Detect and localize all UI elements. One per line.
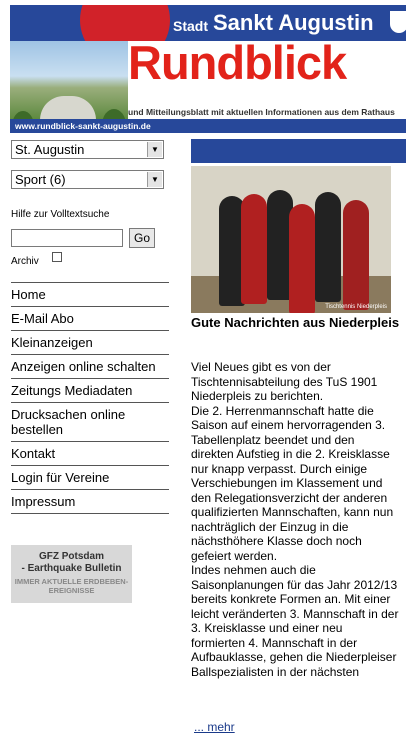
header-stadt: Stadt: [173, 18, 208, 34]
archive-checkbox[interactable]: [52, 252, 62, 262]
team-member: [343, 200, 369, 310]
nav-item-kontakt[interactable]: Kontakt: [11, 441, 169, 465]
gfz-earthquake-banner[interactable]: [11, 545, 132, 603]
article-body: Viel Neues gibt es von der Tischtennisabteilung des TuS 1901 Niederpleis zu berichten. Die 2. Herrenmannschaft hatte die Saison auf einem hervorragenden 3. Tabellenplatz beendet und den direkten Aufstieg in die 2. Kreisklasse nur knapp verpasst. Durch einige Verschiebungen im Klassement und den Relegationsverzicht der anderen qualifizierten Mannschaften, kann nun nachträglich der Einzug in die nächsthöhere Klasse doch noch gefeiert werden. Indes nehmen auch die Saisonplanungen für das Jahr 2012/13 bereits konkrete Formen an. Mit einer leicht veränderten 3. Mannschaft in der 3. Kreisklasse und einer neu formierten 4. Mannschaft in der Aufbauklasse, gehen die Niederpleiser Ballspezialisten in der nächsten: [191, 360, 399, 679]
team-member: [315, 192, 341, 302]
article-photo: [191, 166, 391, 313]
nav-item-email-abo[interactable]: E-Mail Abo: [11, 306, 169, 330]
team-member: [289, 204, 315, 313]
category-select-value: Sport (6): [15, 172, 66, 187]
chevron-down-icon[interactable]: ▼: [147, 172, 162, 187]
main-nav: [11, 282, 169, 514]
gfz-banner-line3: IMMER AKTUELLE ERDBEBEN-EREIGNISSE: [14, 577, 129, 595]
chevron-down-icon[interactable]: ▼: [147, 142, 162, 157]
fulltext-help-link[interactable]: Hilfe zur Volltextsuche: [11, 209, 110, 220]
nav-item-mediadaten[interactable]: Zeitungs Mediadaten: [11, 378, 169, 402]
gfz-banner-line1: GFZ Potsdam: [38, 551, 104, 562]
category-select[interactable]: [11, 170, 164, 189]
site-title: Rundblick: [128, 36, 347, 89]
nav-item-anzeigen-online[interactable]: Anzeigen online schalten: [11, 354, 169, 378]
nav-item-home[interactable]: Home: [11, 282, 169, 306]
location-select-value: St. Augustin: [15, 142, 85, 157]
photo-caption: Tischtennis Niederpleis: [325, 304, 387, 310]
search-input[interactable]: [11, 229, 123, 247]
content-header-bar: [191, 139, 406, 163]
article-title: Gute Nachrichten aus Niederpleis: [191, 315, 400, 330]
location-select[interactable]: [11, 140, 164, 159]
nav-item-impressum[interactable]: Impressum: [11, 489, 169, 514]
nav-item-kleinanzeigen[interactable]: Kleinanzeigen: [11, 330, 169, 354]
more-link[interactable]: ... mehr: [194, 720, 235, 734]
gfz-banner-line2: - Earthquake Bulletin: [21, 563, 122, 574]
team-member: [241, 194, 267, 304]
archive-label: Archiv: [11, 256, 39, 267]
nav-item-drucksachen[interactable]: Drucksachen online bestellen: [11, 402, 169, 441]
city-crest-icon: [390, 11, 406, 33]
go-button[interactable]: Go: [129, 228, 155, 248]
header-banner: [10, 5, 406, 133]
header-photo: [10, 41, 128, 119]
nav-item-login-vereine[interactable]: Login für Vereine: [11, 465, 169, 489]
header-url[interactable]: www.rundblick-sankt-augustin.de: [10, 119, 406, 133]
header-city: Sankt Augustin: [213, 10, 374, 35]
header-tagline: und Mitteilungsblatt mit aktuellen Informationen aus dem Rathaus: [128, 105, 406, 119]
